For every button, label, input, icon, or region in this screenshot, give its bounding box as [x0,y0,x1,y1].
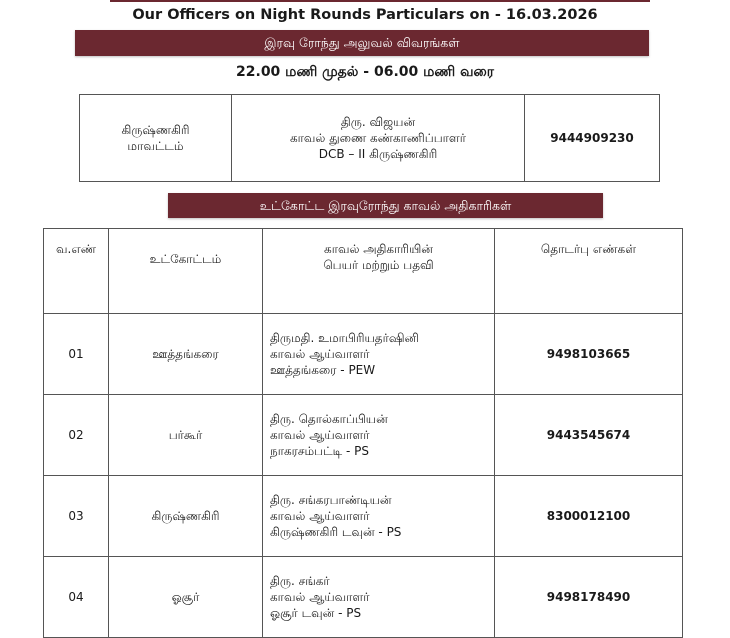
header-officer-line2: பெயர் மற்றும் பதவி [323,258,434,272]
row-sno: 01 [44,314,109,395]
officer-name: திருமதி. உமாபிரியதர்ஷினி [270,331,419,345]
row-officer [263,476,495,557]
time-range: 22.00 மணி முதல் - 06.00 மணி வரை [236,64,494,80]
officer-designation: காவல் ஆய்வாளர் [270,428,370,442]
row-sno: 02 [44,395,109,476]
district-name-line1: கிருஷ்ணகிரி [121,123,190,137]
row-subdivision: ஊத்தங்கரை [109,314,263,395]
row-phone: 9498103665 [495,314,683,395]
officer-station: ஊத்தங்கரை - PEW [270,363,376,377]
district-row [80,95,660,182]
officer-name: திரு. தொல்காப்பியன் [270,412,388,426]
row-sno: 03 [44,476,109,557]
row-phone: 9498178490 [495,557,683,638]
officer-designation: காவல் ஆய்வாளர் [270,509,370,523]
district-officer-name: திரு. விஜயன் [340,115,416,129]
district-name-line2: மாவட்டம் [127,139,184,153]
table-row [44,395,683,476]
officer-designation: காவல் ஆய்வாளர் [270,590,370,604]
table-row [44,314,683,395]
page-title: Our Officers on Night Rounds Particulars on - 16.03.2026 [132,7,598,23]
row-officer [263,557,495,638]
district-officer-designation: காவல் துணை கண்காணிப்பாளர் [289,131,466,145]
subdivision-officers-table [43,228,683,638]
row-subdivision: கிருஷ்ணகிரி [109,476,263,557]
table-row [44,476,683,557]
header-officer [263,229,495,314]
row-sno: 04 [44,557,109,638]
night-rounds-banner: இரவு ரோந்து அலுவல் விவரங்கள் [75,30,649,56]
header-subdivision: உட்கோட்டம் [109,229,263,314]
officer-name: திரு. சங்கர் [270,574,330,588]
district-officer-table [79,94,660,182]
table-header-row [44,229,683,314]
row-phone: 8300012100 [495,476,683,557]
header-contact: தொடர்பு எண்கள் [495,229,683,314]
officer-name: திரு. சங்கரபாண்டியன் [270,493,392,507]
row-phone: 9443545674 [495,395,683,476]
row-subdivision: ஓசூர் [109,557,263,638]
header-sno: வ.எண் [44,229,109,314]
officer-designation: காவல் ஆய்வாளர் [270,347,370,361]
officer-station: கிருஷ்ணகிரி டவுன் - PS [270,525,402,539]
table-row [44,557,683,638]
officer-station: நாகரசம்பட்டி - PS [270,444,369,458]
row-officer [263,395,495,476]
top-border-line [110,0,650,2]
district-name-cell [80,95,232,182]
district-officer-unit: DCB – II கிருஷ்ணகிரி [318,147,438,161]
row-subdivision: பர்கூர் [109,395,263,476]
officer-station: ஓசூர் டவுன் - PS [270,606,362,620]
row-officer [263,314,495,395]
subdivision-officers-banner: உட்கோட்ட இரவுரோந்து காவல் அதிகாரிகள் [168,193,603,218]
district-officer-cell [232,95,525,182]
header-officer-line1: காவல் அதிகாரியின் [324,242,433,256]
district-phone: 9444909230 [525,95,660,182]
